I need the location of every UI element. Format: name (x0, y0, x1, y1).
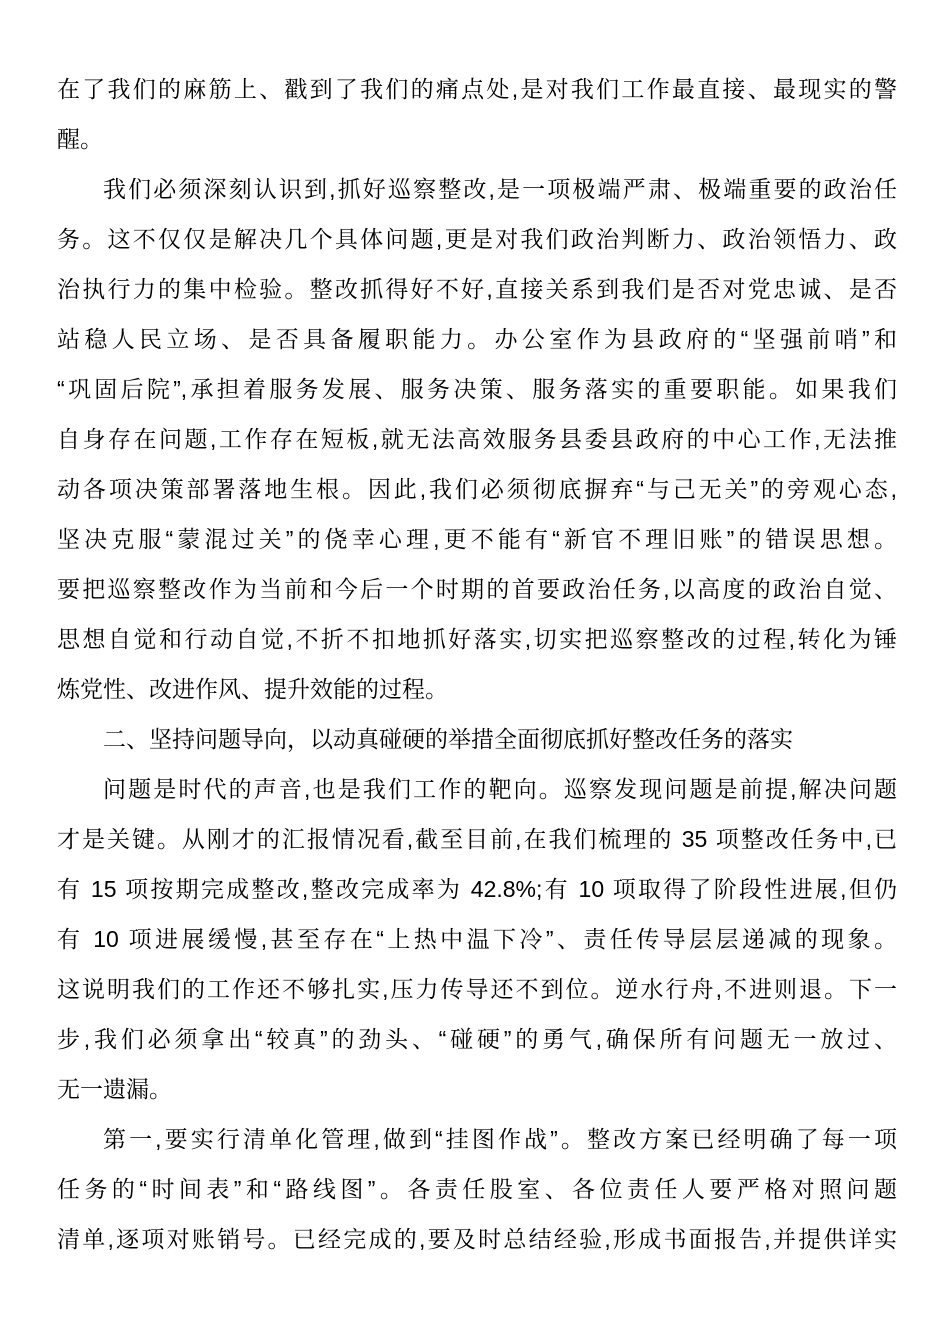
text-line: 务。这不仅仅是解决几个具体问题,更是对我们政治判断力、政治领悟力、政 (57, 226, 897, 252)
text-line: 才是关键。从刚才的汇报情况看,截至目前,在我们梳理的 35 项整改任务中,已 (57, 826, 897, 852)
heading-section-2 (57, 714, 897, 764)
text-line: 醒。 (57, 126, 103, 152)
paragraph-political-task (57, 164, 897, 714)
document-body (57, 64, 897, 1264)
text-line: 这说明我们的工作还不够扎实,压力传导还不到位。逆水行舟,不进则退。下一 (57, 976, 897, 1002)
text-line: 任务的“时间表”和“路线图”。各责任股室、各位责任人要严格对照问题 (57, 1176, 897, 1202)
text-line: 清单,逐项对账销号。已经完成的,要及时总结经验,形成书面报告,并提供详实 (57, 1226, 897, 1252)
text-line: 无一遗漏。 (57, 1076, 172, 1102)
text-line: 有 15 项按期完成整改,整改完成率为 42.8%;有 10 项取得了阶段性进展,但仍 (57, 876, 897, 902)
paragraph-warning-continuation (57, 64, 897, 164)
paragraph-problem-orientation (57, 764, 897, 1114)
text-line: 思想自觉和行动自觉,不折不扣地抓好落实,切实把巡察整改的过程,转化为锤 (57, 626, 897, 652)
text-line: 炼党性、改进作风、提升效能的过程。 (57, 676, 448, 702)
text-line: 步,我们必须拿出“较真”的劲头、“碰硬”的勇气,确保所有问题无一放过、 (57, 1026, 897, 1052)
text-line: 动各项决策部署落地生根。因此,我们必须彻底摒弃“与己无关”的旁观心态, (57, 476, 897, 502)
text-line: 治执行力的集中检验。整改抓得好不好,直接关系到我们是否对党忠诚、是否 (57, 276, 897, 302)
heading-line: 二、坚持问题导向，以动真碰硬的举措全面彻底抓好整改任务的落实 (103, 726, 793, 752)
text-line: 自身存在问题,工作存在短板,就无法高效服务县委县政府的中心工作,无法推 (57, 426, 897, 452)
text-line: 我们必须深刻认识到,抓好巡察整改,是一项极端严肃、极端重要的政治任 (103, 176, 897, 202)
text-line: 要把巡察整改作为当前和今后一个时期的首要政治任务,以高度的政治自觉、 (57, 576, 897, 602)
text-line: “巩固后院”,承担着服务发展、服务决策、服务落实的重要职能。如果我们 (57, 376, 897, 402)
text-line: 坚决克服“蒙混过关”的侥幸心理,更不能有“新官不理旧账”的错误思想。 (57, 526, 897, 552)
text-line: 第一,要实行清单化管理,做到“挂图作战”。整改方案已经明确了每一项 (103, 1126, 897, 1152)
paragraph-checklist-management (57, 1114, 897, 1264)
text-line: 问题是时代的声音,也是我们工作的靶向。巡察发现问题是前提,解决问题 (103, 776, 897, 802)
text-line: 有 10 项进展缓慢,甚至存在“上热中温下冷”、责任传导层层递减的现象。 (57, 926, 897, 952)
text-line: 站稳人民立场、是否具备履职能力。办公室作为县政府的“坚强前哨”和 (57, 326, 897, 352)
text-line: 在了我们的麻筋上、戳到了我们的痛点处,是对我们工作最直接、最现实的警 (57, 76, 897, 102)
